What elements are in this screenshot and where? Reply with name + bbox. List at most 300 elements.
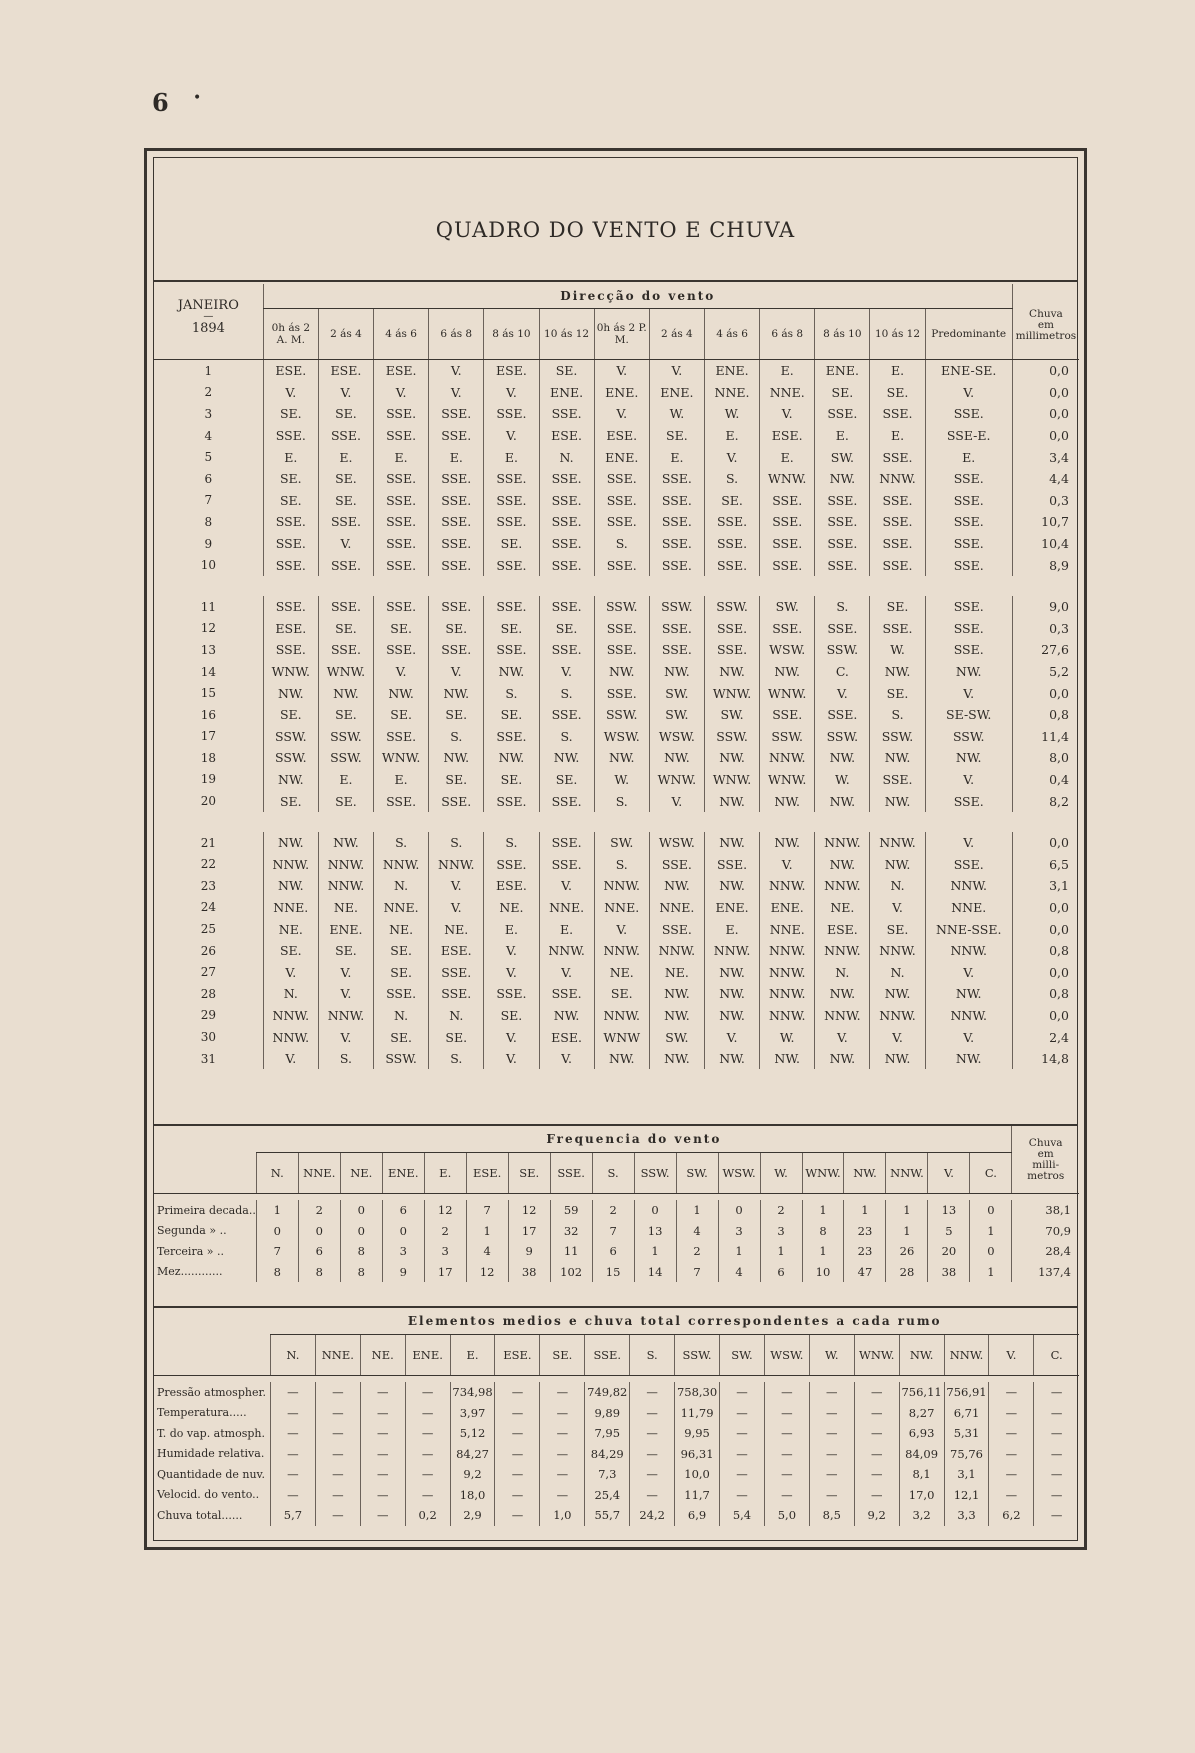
direction-cell: SSE. — [484, 403, 539, 425]
direction-cell: W. — [815, 769, 870, 791]
direction-cell: SSE. — [594, 618, 649, 640]
direction-cell: SSE. — [484, 726, 539, 748]
direction-cell: SSE. — [870, 446, 925, 468]
direction-cell: SSE. — [649, 853, 704, 875]
direction-cell: SSE. — [429, 639, 484, 661]
value-cell: — — [360, 1403, 405, 1424]
value-cell: 1 — [886, 1200, 928, 1221]
frequency-table — [154, 1126, 1079, 1282]
value-cell: 59 — [550, 1200, 592, 1221]
direction-cell: SSE. — [760, 704, 815, 726]
day-cell: 30 — [200, 1030, 216, 1045]
value-cell: 0 — [634, 1200, 676, 1221]
column-header: WSW. — [718, 1153, 760, 1194]
direction-cell: SSE. — [429, 596, 484, 618]
column-header: ENE. — [382, 1153, 424, 1194]
column-header: E. — [450, 1335, 495, 1376]
day-cell: 9 — [204, 536, 213, 551]
value-cell: — — [405, 1444, 450, 1465]
direction-cell: SSE. — [925, 790, 1012, 812]
value-cell: — — [989, 1485, 1034, 1506]
direction-cell: SSE. — [539, 490, 594, 512]
rain-header-cell — [1012, 284, 1079, 360]
page-mark: • — [193, 90, 202, 106]
rain-header-line: milli- — [1032, 1158, 1060, 1171]
table-row — [154, 1200, 1079, 1221]
direction-cell: SE. — [374, 1026, 429, 1048]
value-cell: — — [315, 1444, 360, 1465]
direction-cell: SE. — [484, 704, 539, 726]
direction-cell: SSE. — [318, 639, 373, 661]
value-cell: 12 — [424, 1200, 466, 1221]
day-cell: 20 — [200, 794, 216, 809]
value-cell: — — [540, 1403, 585, 1424]
value-cell: — — [1034, 1382, 1079, 1403]
table-row — [154, 1403, 1079, 1424]
column-header: 0h ás 2 A. M. — [263, 309, 318, 360]
direction-cell: SE. — [318, 704, 373, 726]
direction-cell: NNW. — [925, 940, 1012, 962]
direction-cell: V. — [594, 360, 649, 382]
value-cell: 8 — [340, 1241, 382, 1262]
value-cell: 7 — [676, 1262, 718, 1283]
table-inner — [153, 157, 1078, 1541]
value-cell: 0 — [298, 1221, 340, 1242]
rain-cell: 0,0 — [1012, 1005, 1079, 1027]
direction-cell: SSE. — [649, 639, 704, 661]
direction-cell: S. — [429, 832, 484, 854]
direction-cell: V. — [429, 661, 484, 683]
direction-cell: S. — [318, 1048, 373, 1070]
direction-group-header: Direcção do vento — [263, 284, 1012, 309]
value-cell: 749,82 — [585, 1382, 630, 1403]
column-header: N. — [270, 1335, 315, 1376]
direction-cell: SSE. — [925, 403, 1012, 425]
value-cell: — — [360, 1464, 405, 1485]
value-cell: 5,31 — [944, 1423, 989, 1444]
direction-cell: SE. — [263, 940, 318, 962]
direction-cell: NW. — [870, 1048, 925, 1070]
direction-cell: WSW. — [649, 726, 704, 748]
rain-cell: 0,0 — [1012, 897, 1079, 919]
direction-cell: V. — [374, 661, 429, 683]
value-cell: 3,2 — [899, 1505, 944, 1526]
direction-cell: V. — [484, 425, 539, 447]
value-cell: 23 — [844, 1221, 886, 1242]
rain-cell: 8,2 — [1012, 790, 1079, 812]
direction-cell: WNW. — [760, 769, 815, 791]
direction-cell: SSW. — [594, 704, 649, 726]
direction-cell: E. — [429, 446, 484, 468]
direction-cell: N. — [429, 1005, 484, 1027]
column-header: NW. — [899, 1335, 944, 1376]
value-cell: — — [360, 1505, 405, 1526]
direction-cell: W. — [594, 769, 649, 791]
empty-header-cell — [154, 1153, 256, 1194]
spacer-row — [154, 812, 1079, 832]
value-cell: 734,98 — [450, 1382, 495, 1403]
direction-cell: SSE. — [539, 790, 594, 812]
direction-cell: SW. — [649, 1026, 704, 1048]
value-cell: 8 — [802, 1221, 844, 1242]
direction-cell: V. — [484, 382, 539, 404]
row-label: Mez............ — [157, 1265, 223, 1279]
rain-cell: 0,0 — [1012, 961, 1079, 983]
column-header: SW. — [676, 1153, 718, 1194]
direction-cell: SSE. — [263, 425, 318, 447]
direction-cell: SSE. — [704, 853, 759, 875]
value-cell: 11,7 — [675, 1485, 720, 1506]
direction-cell: SSE. — [374, 468, 429, 490]
direction-cell: V. — [870, 897, 925, 919]
day-cell: 15 — [200, 686, 216, 701]
direction-cell: S. — [594, 853, 649, 875]
value-cell: 0 — [970, 1200, 1012, 1221]
direction-cell: NW. — [263, 769, 318, 791]
direction-cell: WSW. — [760, 639, 815, 661]
direction-cell: SSE. — [760, 490, 815, 512]
value-cell: 6,2 — [989, 1505, 1034, 1526]
value-cell: — — [989, 1464, 1034, 1485]
direction-cell: NNE. — [263, 897, 318, 919]
direction-cell: NNW. — [539, 940, 594, 962]
table-row — [154, 918, 1079, 940]
direction-cell: V. — [925, 769, 1012, 791]
direction-cell: ENE. — [815, 360, 870, 382]
direction-cell: E. — [704, 918, 759, 940]
spacer-cell — [154, 812, 1079, 832]
rain-cell: 0,0 — [1012, 918, 1079, 940]
direction-cell: SW. — [815, 446, 870, 468]
direction-cell: WNW. — [760, 468, 815, 490]
direction-cell: NW. — [870, 747, 925, 769]
direction-cell: E. — [760, 446, 815, 468]
value-cell: 4 — [718, 1262, 760, 1283]
direction-cell: NW. — [539, 1005, 594, 1027]
direction-cell: SSE. — [649, 618, 704, 640]
value-cell: 84,09 — [899, 1444, 944, 1465]
direction-cell: ENE. — [318, 918, 373, 940]
direction-cell: SSE. — [870, 403, 925, 425]
direction-cell: NNW. — [263, 1005, 318, 1027]
direction-cell: N. — [870, 961, 925, 983]
value-cell: — — [315, 1505, 360, 1526]
direction-cell: NW. — [263, 832, 318, 854]
value-cell: 6,93 — [899, 1423, 944, 1444]
column-header: 4 ás 6 — [374, 309, 429, 360]
value-cell: — — [720, 1464, 765, 1485]
direction-cell: E. — [649, 446, 704, 468]
direction-cell: S. — [539, 726, 594, 748]
direction-cell: SE. — [539, 769, 594, 791]
value-cell: — — [405, 1464, 450, 1485]
rain-cell: 4,4 — [1012, 468, 1079, 490]
direction-cell: SSW. — [704, 726, 759, 748]
direction-cell: SSE. — [539, 639, 594, 661]
direction-cell: SSE. — [539, 832, 594, 854]
direction-cell: V. — [263, 382, 318, 404]
day-cell: 14 — [200, 664, 216, 679]
table-frame — [144, 148, 1087, 1550]
direction-cell: NNW. — [870, 468, 925, 490]
direction-cell: SSE. — [429, 490, 484, 512]
direction-cell: NW. — [760, 661, 815, 683]
direction-cell: E. — [318, 446, 373, 468]
direction-cell: E. — [263, 446, 318, 468]
direction-cell: NNW. — [760, 747, 815, 769]
direction-cell: ESE. — [594, 425, 649, 447]
direction-cell: S. — [815, 596, 870, 618]
rain-cell: 9,0 — [1012, 596, 1079, 618]
direction-cell: NW. — [374, 682, 429, 704]
value-cell: 75,76 — [944, 1444, 989, 1465]
direction-cell: SSE. — [484, 554, 539, 576]
direction-cell: SSE. — [484, 853, 539, 875]
day-cell: 5 — [204, 450, 213, 465]
rain-cell: 28,4 — [1012, 1241, 1079, 1262]
direction-cell: NNW. — [594, 875, 649, 897]
direction-cell: SSE. — [429, 533, 484, 555]
direction-cell: SE. — [263, 468, 318, 490]
value-cell: 8 — [256, 1262, 298, 1283]
value-cell: 758,30 — [675, 1382, 720, 1403]
day-cell: 11 — [200, 599, 216, 614]
value-cell: 0,2 — [405, 1505, 450, 1526]
direction-cell: SW. — [594, 832, 649, 854]
value-cell: 102 — [550, 1262, 592, 1283]
value-cell: — — [405, 1485, 450, 1506]
direction-cell: SSE. — [263, 554, 318, 576]
direction-cell: NW. — [704, 1005, 759, 1027]
direction-cell: N. — [263, 983, 318, 1005]
direction-cell: E. — [539, 918, 594, 940]
table-row — [154, 897, 1079, 919]
direction-cell: NW. — [870, 790, 925, 812]
direction-cell: SSE. — [815, 511, 870, 533]
direction-cell: SE. — [429, 704, 484, 726]
direction-cell: NW. — [870, 661, 925, 683]
row-label: Humidade relativa. — [157, 1447, 265, 1461]
value-cell: 4 — [466, 1241, 508, 1262]
direction-cell: SSE. — [484, 490, 539, 512]
value-cell: 11,79 — [675, 1403, 720, 1424]
column-header: ESE. — [466, 1153, 508, 1194]
direction-cell: NNW. — [263, 1026, 318, 1048]
empty-header-cell — [154, 1126, 256, 1153]
direction-cell: SE. — [539, 618, 594, 640]
direction-cell: V. — [925, 382, 1012, 404]
direction-cell: SSE. — [925, 533, 1012, 555]
direction-cell: V. — [594, 918, 649, 940]
direction-cell: V. — [539, 661, 594, 683]
value-cell: 32 — [550, 1221, 592, 1242]
table-row — [154, 382, 1079, 404]
direction-cell: WNW. — [649, 769, 704, 791]
direction-cell: NW. — [263, 682, 318, 704]
value-cell: 5,4 — [720, 1505, 765, 1526]
value-cell: — — [315, 1403, 360, 1424]
direction-cell: NW. — [704, 1048, 759, 1070]
direction-cell: V. — [263, 961, 318, 983]
table-row — [154, 832, 1079, 854]
value-cell: 3,3 — [944, 1505, 989, 1526]
rain-cell: 0,0 — [1012, 382, 1079, 404]
value-cell: 96,31 — [675, 1444, 720, 1465]
value-cell: 1 — [676, 1200, 718, 1221]
direction-cell: NW. — [704, 747, 759, 769]
rain-cell: 5,2 — [1012, 661, 1079, 683]
rain-cell: 0,0 — [1012, 682, 1079, 704]
column-header: V. — [928, 1153, 970, 1194]
direction-cell: V. — [484, 1026, 539, 1048]
column-header: 2 ás 4 — [318, 309, 373, 360]
value-cell: — — [405, 1382, 450, 1403]
row-label: Chuva total...... — [157, 1508, 243, 1522]
column-header: N. — [256, 1153, 298, 1194]
direction-cell: SE. — [870, 918, 925, 940]
rain-header-line: Chuva — [1028, 1136, 1063, 1149]
column-header: NNE. — [315, 1335, 360, 1376]
day-cell: 12 — [200, 621, 216, 636]
direction-cell: NW. — [704, 790, 759, 812]
rain-cell: 0,3 — [1012, 618, 1079, 640]
direction-cell: NNW. — [760, 875, 815, 897]
rain-header-line: millimetros — [1015, 330, 1077, 342]
row-label: Segunda » .. — [157, 1224, 227, 1238]
value-cell: 38 — [928, 1262, 970, 1283]
empty-header-cell — [154, 1335, 270, 1376]
value-cell: 9,95 — [675, 1423, 720, 1444]
column-header: SE. — [540, 1335, 585, 1376]
direction-cell: S. — [594, 533, 649, 555]
direction-cell: V. — [484, 961, 539, 983]
direction-cell: SSE. — [925, 554, 1012, 576]
rain-cell: 3,1 — [1012, 875, 1079, 897]
direction-cell: SSW. — [374, 1048, 429, 1070]
direction-cell: WNW. — [760, 682, 815, 704]
day-cell: 16 — [200, 707, 216, 722]
value-cell: — — [1034, 1464, 1079, 1485]
direction-cell: SE. — [484, 533, 539, 555]
day-cell: 27 — [200, 965, 216, 980]
column-header: 2 ás 4 — [649, 309, 704, 360]
direction-cell: NNW. — [318, 875, 373, 897]
direction-cell: WNW. — [704, 682, 759, 704]
day-cell: 25 — [200, 922, 216, 937]
rain-cell: 0,8 — [1012, 983, 1079, 1005]
value-cell: 4 — [676, 1221, 718, 1242]
value-cell: — — [764, 1403, 809, 1424]
value-cell: 20 — [928, 1241, 970, 1262]
direction-cell: SE. — [318, 618, 373, 640]
column-header: WNW. — [802, 1153, 844, 1194]
value-cell: — — [270, 1485, 315, 1506]
value-cell: 756,91 — [944, 1382, 989, 1403]
value-cell: 28 — [886, 1262, 928, 1283]
rain-cell: 70,9 — [1012, 1221, 1079, 1242]
direction-cell: SSE. — [374, 790, 429, 812]
direction-cell: NW. — [815, 790, 870, 812]
value-cell: 15 — [592, 1262, 634, 1283]
table-row — [154, 1262, 1079, 1283]
value-cell: — — [540, 1444, 585, 1465]
direction-cell: WNW. — [263, 661, 318, 683]
value-cell: 84,27 — [450, 1444, 495, 1465]
direction-cell: SSE. — [704, 533, 759, 555]
direction-cell: WNW. — [374, 747, 429, 769]
direction-cell: ENE. — [594, 382, 649, 404]
value-cell: 10 — [802, 1262, 844, 1283]
direction-cell: NW. — [429, 682, 484, 704]
column-header: WNW. — [854, 1335, 899, 1376]
table-row — [154, 554, 1079, 576]
direction-cell: ESE. — [484, 875, 539, 897]
direction-cell: SSE. — [539, 403, 594, 425]
column-header: NNW. — [886, 1153, 928, 1194]
table-row — [154, 961, 1079, 983]
direction-cell: SSE. — [374, 983, 429, 1005]
direction-cell: V. — [429, 360, 484, 382]
day-cell: 21 — [200, 835, 216, 850]
spacer-cell — [154, 576, 1079, 596]
value-cell: — — [630, 1444, 675, 1465]
day-cell: 23 — [200, 878, 216, 893]
value-cell: 5,0 — [764, 1505, 809, 1526]
direction-cell: SSE. — [594, 490, 649, 512]
table-row — [154, 596, 1079, 618]
value-cell: 25,4 — [585, 1485, 630, 1506]
value-cell: 7 — [466, 1200, 508, 1221]
direction-cell: SW. — [649, 682, 704, 704]
direction-cell: SSE. — [870, 511, 925, 533]
value-cell: — — [360, 1382, 405, 1403]
direction-cell: SW. — [760, 596, 815, 618]
value-cell: — — [360, 1423, 405, 1444]
table-row — [154, 1241, 1079, 1262]
row-label: Quantidade de nuv. — [157, 1467, 265, 1481]
direction-cell: SSW. — [925, 726, 1012, 748]
direction-cell: SW. — [649, 704, 704, 726]
rain-cell: 0,3 — [1012, 490, 1079, 512]
direction-cell: SE. — [374, 618, 429, 640]
direction-cell: NE. — [374, 918, 429, 940]
table-row — [154, 425, 1079, 447]
direction-cell: NW. — [760, 790, 815, 812]
table-row — [154, 726, 1079, 748]
value-cell: 18,0 — [450, 1485, 495, 1506]
rain-header-cell — [1012, 1126, 1079, 1194]
direction-cell: SSE. — [484, 468, 539, 490]
direction-cell: ENE. — [704, 897, 759, 919]
direction-cell: NW. — [484, 661, 539, 683]
table-row — [154, 360, 1079, 382]
header-row-group — [154, 284, 1079, 309]
day-cell: 10 — [200, 558, 216, 573]
direction-cell: NW. — [649, 875, 704, 897]
direction-cell: NW. — [704, 661, 759, 683]
direction-cell: SE. — [484, 1005, 539, 1027]
direction-cell: ENE. — [539, 382, 594, 404]
rain-cell: 2,4 — [1012, 1026, 1079, 1048]
value-cell: — — [1034, 1485, 1079, 1506]
direction-cell: SSE. — [704, 639, 759, 661]
direction-cell: SSE. — [815, 704, 870, 726]
value-cell: 9,2 — [450, 1464, 495, 1485]
value-cell: 8 — [298, 1262, 340, 1283]
direction-cell: SSE. — [429, 468, 484, 490]
direction-cell: SSE. — [649, 468, 704, 490]
month-header-cell — [154, 284, 263, 360]
